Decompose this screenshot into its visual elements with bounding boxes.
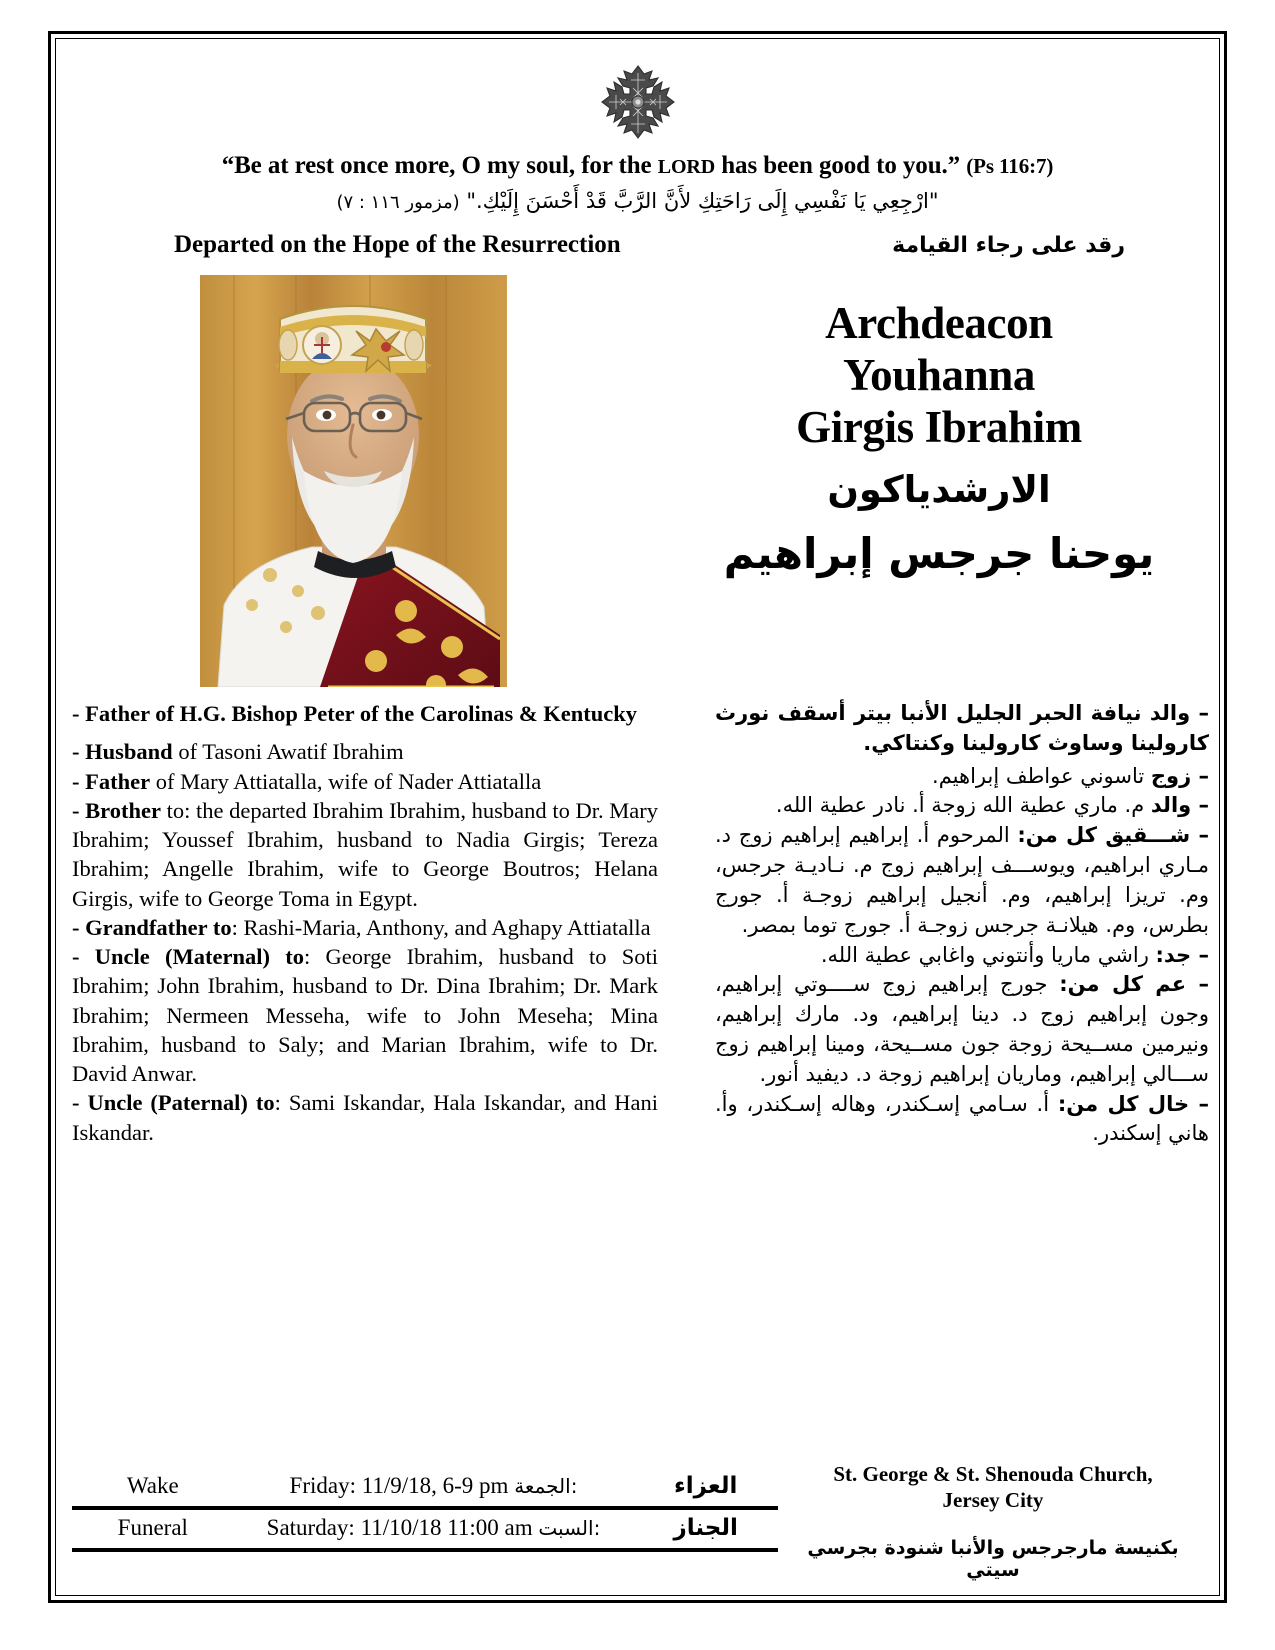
deceased-name-english bbox=[669, 297, 1209, 454]
schedule-label-ar: الجناز bbox=[633, 1508, 778, 1550]
coptic-cross-icon bbox=[600, 64, 676, 142]
relation-label: - Grandfather to bbox=[72, 914, 232, 940]
schedule-table bbox=[72, 1468, 778, 1552]
relation-label: – جد: bbox=[1155, 942, 1209, 967]
relation-label: – عم كل من: bbox=[1059, 972, 1209, 997]
scripture-verse-arabic bbox=[66, 189, 1209, 213]
table-row bbox=[72, 1468, 778, 1508]
schedule-date-ar: الجمعة: bbox=[514, 1474, 578, 1498]
relation-label: - Uncle (Paternal) to bbox=[72, 1090, 275, 1116]
relation-text: م. ماري عطية الله زوجة أ. نادر عطية الله. bbox=[775, 793, 1151, 818]
schedule-label-en: Wake bbox=[126, 1473, 179, 1498]
relation-item-english bbox=[72, 767, 658, 796]
departed-headline-english: Departed on the Hope of the Resurrection bbox=[174, 231, 621, 258]
schedule-label-ar: العزاء bbox=[673, 1473, 738, 1499]
relation-text: : Sami Iskandar, Hala Iskandar, and Hani Iskandar. bbox=[72, 1090, 658, 1145]
relation-label: - Father bbox=[72, 768, 151, 794]
relation-lead-english: - Father of H.G. Bishop Peter of the Carolinas & Kentucky bbox=[72, 701, 637, 726]
relation-text: تاسوني عواطف إبراهيم. bbox=[932, 763, 1151, 788]
relation-label: – شـــقيق كل من: bbox=[1017, 823, 1209, 848]
relation-item-english bbox=[72, 913, 658, 942]
name-line-2: Youhanna bbox=[843, 350, 1035, 401]
church-info bbox=[793, 1462, 1193, 1581]
relation-item-arabic bbox=[715, 762, 1209, 792]
relation-text: : George Ibrahim, husband to Soti Ibrahim; John Ibrahim, husband to Dr. Dina Ibrahim; Dr. Mark Ibrahim; Nermeen Messeha, wife to John Meseha; Mina Ibrahim, husband to Saly; and Marian Ibrahim, wife to Dr. David Anwar. bbox=[72, 944, 658, 1086]
church-name-line-1: St. George & St. Shenouda Church, bbox=[833, 1462, 1153, 1486]
schedule-footer bbox=[72, 1462, 1203, 1582]
scripture-verse-english bbox=[66, 152, 1209, 180]
relation-text: راشي ماريا وأنتوني واغابي عطية الله. bbox=[820, 942, 1156, 967]
relation-item-arabic bbox=[715, 941, 1209, 971]
schedule-datetime bbox=[234, 1468, 634, 1508]
schedule-date-en: Saturday: 11/10/18 11:00 am bbox=[266, 1515, 533, 1540]
relation-label: – زوج bbox=[1150, 763, 1209, 788]
relation-item-english bbox=[72, 796, 658, 913]
relation-label: – خال كل من: bbox=[1057, 1091, 1209, 1116]
departed-headline-arabic: رقد على رجاء القيامة bbox=[892, 233, 1125, 258]
name-line-1: Archdeacon bbox=[825, 298, 1053, 348]
cross-header bbox=[66, 48, 1209, 142]
relation-label: - Brother bbox=[72, 797, 161, 823]
schedule-label-en: Funeral bbox=[72, 1508, 234, 1550]
name-line-3: Girgis Ibrahim bbox=[796, 402, 1082, 453]
relation-item-arabic bbox=[715, 970, 1209, 1089]
relation-label: - Uncle (Maternal) to bbox=[72, 944, 304, 969]
relation-text: : Rashi-Maria, Anthony, and Aghapy Attiatalla bbox=[231, 914, 651, 940]
table-row bbox=[72, 1508, 778, 1550]
verse-en-close: has been good to you.” bbox=[715, 152, 961, 179]
relation-text: جورج إبراهيم زوج ســــوتي إبراهيم، وجون إبراهيم زوج د. دينا إبراهيم، ود. مارك إبراهيم، ونيرمين مســيحة زوجة جون مســيحة، ومينا إبراهيم زوج ســـالي إبراهيم، وماريان إبراهيم زوجة د. ديفيد أنور. bbox=[715, 972, 1209, 1086]
relation-text: of Mary Attiatalla, wife of Nader Attiatalla bbox=[150, 768, 542, 794]
relation-text: of Tasoni Awatif Ibrahim bbox=[172, 739, 404, 765]
relation-item-arabic bbox=[715, 1090, 1209, 1150]
relation-item-arabic bbox=[715, 821, 1209, 940]
relation-item-english bbox=[72, 737, 658, 766]
church-name-arabic: بكنيسة مارجرجس والأنبا شنودة بجرسي سيتي bbox=[807, 1537, 1179, 1582]
relation-lead-arabic: – والد نيافة الحبر الجليل الأنبا بيتر أسقف نورث كارولينا وساوث كارولينا وكنتاكي. bbox=[715, 701, 1209, 755]
deceased-name-block bbox=[669, 297, 1209, 578]
relation-text: المرحوم أ. إبراهيم إبراهيم زوج د. مـاري ابراهيم، ويوســـف إبراهيم زوج م. نـاديـة جرجس، وم. تريزا إبراهيم، وم. أنجيل إبراهيم زوجـة أ. جورج بطرس، وم. هيلانـة جرجس زوجـة أ. جورج توما بمصر. bbox=[715, 823, 1209, 937]
deceased-portrait-photo bbox=[200, 275, 507, 687]
deceased-title-arabic: الارشدياكون bbox=[827, 467, 1051, 511]
schedule-datetime bbox=[234, 1508, 634, 1550]
page-content bbox=[66, 48, 1209, 1586]
relations-arabic-column bbox=[715, 699, 1209, 1149]
relations-english-column bbox=[72, 699, 658, 1147]
relations-columns bbox=[66, 699, 1209, 1339]
church-name-english bbox=[793, 1462, 1193, 1513]
verse-ar-text: "ارْجِعِي يَا نَفْسِي إِلَى رَاحَتِكِ لأَنَّ الرَّبَّ قَدْ أَحْسَنَ إِلَيْكِ." bbox=[466, 189, 939, 213]
departed-headline-row bbox=[66, 231, 1209, 265]
verse-ar-reference: (مزمور ١١٦ : ٧) bbox=[336, 192, 460, 213]
verse-en-reference: (Ps 116:7) bbox=[966, 154, 1054, 178]
relation-text: to: the departed Ibrahim Ibrahim, husband to Dr. Mary Ibrahim; Youssef Ibrahim, husband to Nadia Girgis; Tereza Ibrahim; Angelle Ibrahim, wife to George Boutros; Helana Girgis, wife to George Toma in Egypt. bbox=[72, 797, 658, 911]
deceased-hero-section bbox=[66, 275, 1209, 695]
deceased-name-arabic: يوحنا جرجس إبراهيم bbox=[723, 528, 1155, 578]
church-name-line-2: Jersey City bbox=[942, 1487, 1044, 1512]
relation-label: – والد bbox=[1150, 793, 1209, 818]
verse-en-open: “Be at rest once more, O my soul, for the bbox=[221, 152, 658, 179]
verse-en-lord: LORD bbox=[657, 156, 716, 178]
relation-item-arabic bbox=[715, 791, 1209, 821]
relation-item-english bbox=[72, 1088, 658, 1147]
relation-label: - Husband bbox=[72, 739, 173, 765]
schedule-date-en: Friday: 11/9/18, 6-9 pm bbox=[289, 1473, 509, 1498]
portrait-illustration bbox=[200, 275, 507, 687]
relation-item-english bbox=[72, 942, 658, 1088]
schedule-date-ar: السبت: bbox=[538, 1516, 601, 1540]
relation-text: أ. سـامي إسـكندر، وهاله إسـكندر، وأ. هاني إسكندر. bbox=[715, 1091, 1209, 1146]
